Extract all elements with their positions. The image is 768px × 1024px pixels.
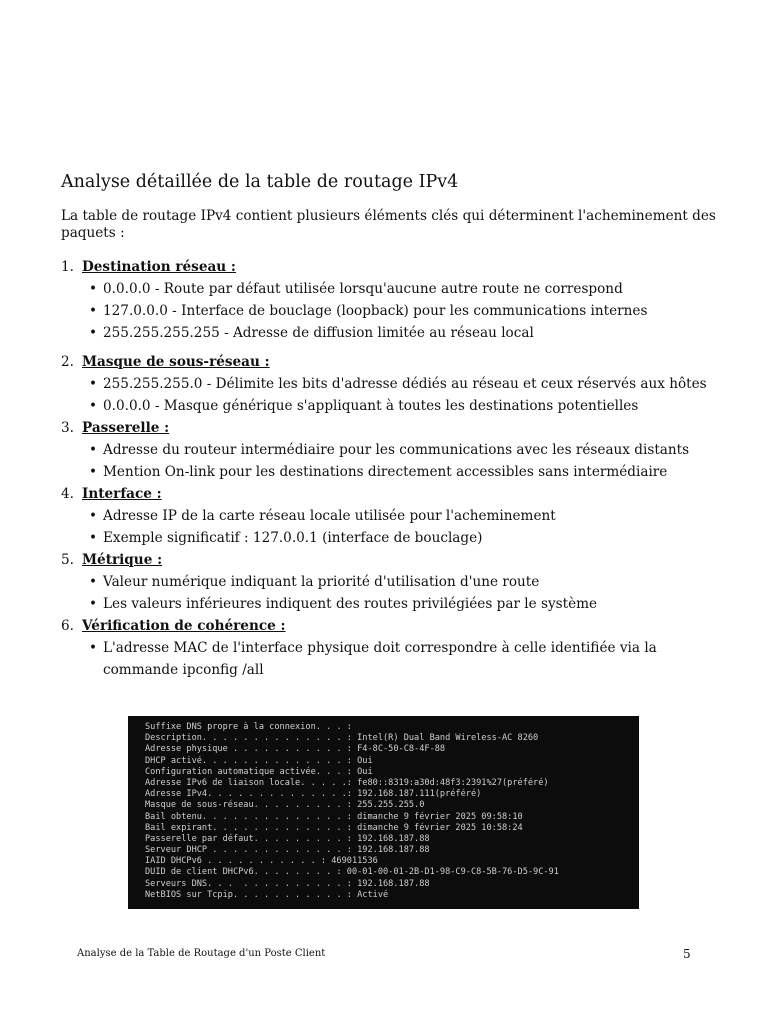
terminal-line: Bail expirant. . . . . . . . . . . . . : dimanche 9 février 2025 10:58:24 [145,822,523,833]
section-title: Masque de sous-réseau : [82,354,270,370]
bullet-list [61,278,721,344]
sections-list [61,256,721,681]
intro-paragraph: La table de routage IPv4 contient plusieurs éléments clés qui déterminent l'acheminement des paquets : [61,208,716,241]
footer-document-title: Analyse de la Table de Routage d'un Poste Client [77,948,326,959]
terminal-line: Adresse IPv4. . . . . . . . . . . . . .: 192.168.187.111(préféré) [145,789,482,800]
terminal-line: Adresse physique . . . . . . . . . . . : F4-8C-50-C8-4F-88 [145,744,446,755]
section-number: 6. [61,618,74,634]
bullet-item: • 255.255.255.0 - Délimite les bits d'adresse dédiés au réseau et ceux réservés aux hôtes [61,373,721,395]
terminal-line: Passerelle par défaut. . . . . . . . . : 192.168.187.88 [145,833,430,844]
terminal-line: Serveur DHCP . . . . . . . . . . . . . : 192.168.187.88 [145,845,430,856]
section-item [61,549,721,615]
bullet-item: • Exemple significatif : 127.0.0.1 (interface de bouclage) [61,527,721,549]
bullet-item: • 127.0.0.0 - Interface de bouclage (loopback) pour les communications internes [61,300,721,322]
section-number: 1. [61,259,74,275]
section-title: Destination réseau : [82,259,236,275]
section-item [61,417,721,483]
section-number: 4. [61,486,74,502]
terminal-line: Bail obtenu. . . . . . . . . . . . . . : dimanche 9 février 2025 09:58:10 [145,811,523,822]
bullet-item: • Valeur numérique indiquant la priorité d'utilisation d'une route [61,571,721,593]
section-heading: Analyse détaillée de la table de routage IPv4 [61,172,459,192]
section-item [61,256,721,344]
page-number: 5 [683,947,691,961]
bullet-item: • Adresse du routeur intermédiaire pour les communications avec les réseaux distants [61,439,721,461]
section-number: 2. [61,354,74,370]
bullet-list [61,637,721,681]
bullet-list [61,571,721,615]
bullet-list [61,373,721,417]
bullet-item: • 0.0.0.0 - Route par défaut utilisée lorsqu'aucune autre route ne correspond [61,278,721,300]
bullet-item: • 0.0.0.0 - Masque générique s'appliquant à toutes les destinations potentielles [61,395,721,417]
section-item [61,483,721,549]
section-item [61,615,721,681]
section-title: Passerelle : [82,420,170,436]
terminal-line: Suffixe DNS propre à la connexion. . . : [145,722,352,732]
bullet-item: • Mention On-link pour les destinations directement accessibles sans intermédiaire [61,461,721,483]
section-number: 3. [61,420,74,436]
terminal-line: NetBIOS sur Tcpip. . . . . . . . . . . : Activé [145,889,389,900]
terminal-line: Masque de sous-réseau. . . . . . . . . : 255.255.255.0 [145,800,425,811]
bullet-item: • 255.255.255.255 - Adresse de diffusion limitée au réseau local [61,322,721,344]
terminal-line: Serveurs DNS. . . . . . . . . . . . . : 192.168.187.88 [145,878,430,889]
ipconfig-terminal-screenshot [128,716,639,909]
terminal-line: Configuration automatique activée. . . : Oui [145,766,373,777]
section-number: 5. [61,552,74,568]
section-title: Interface : [82,486,162,502]
bullet-item: • Les valeurs inférieures indiquent des routes privilégiées par le système [61,593,721,615]
bullet-item: • Adresse IP de la carte réseau locale utilisée pour l'acheminement [61,505,721,527]
bullet-item: • L'adresse MAC de l'interface physique doit correspondre à celle identifiée via la commande ipconfig /all [61,637,663,681]
terminal-line: DUID de client DHCPv6. . . . . . . . : 00-01-00-01-2B-D1-98-C9-C8-5B-76-D5-9C-91 [145,867,559,878]
section-title: Vérification de cohérence : [82,618,286,634]
spacer [61,344,721,351]
section-title: Métrique : [82,552,163,568]
bullet-list [61,505,721,549]
terminal-line: Adresse IPv6 de liaison locale. . . . .: fe80::8319:a30d:48f3:2391%27(préféré) [145,777,549,788]
terminal-line: IAID DHCPv6 . . . . . . . . . . . : 469011536 [145,856,378,867]
terminal-line: DHCP activé. . . . . . . . . . . . . . : Oui [145,755,373,766]
section-item [61,351,721,417]
bullet-list [61,439,721,483]
terminal-line: Description. . . . . . . . . . . . . . : Intel(R) Dual Band Wireless-AC 8260 [145,733,539,744]
